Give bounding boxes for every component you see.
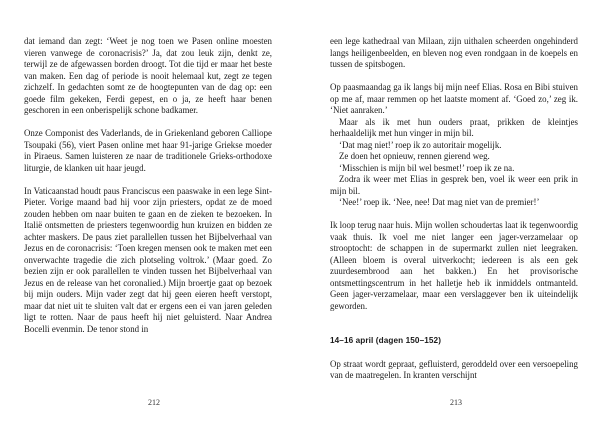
dialogue-line: ‘Misschien is mijn bil wel besmet!’ roep ik ze na. [339,162,515,173]
dialogue-line: Zodra ik weer met Elias in gesprek ben, voel ik weer een prik in mijn bil. [330,174,578,196]
paragraph: Onze Componist des Vaderlands, de in Griekenland geboren Calliope Tsoupaki (56), viert Pasen online met haar 91-jarige Griekse moeder in Piraeus. Samen luisteren ze naar de traditionele Grieks-orthodoxe liturgie, de klanken uit haar jeugd. [24,128,272,173]
dialogue-line: ‘Nee!’ roep ik. ‘Nee, nee! Dat mag niet van de premier!’ [339,197,540,207]
paragraph: Maar als ik met hun ouders praat, prikken de kleintjes herhaaldelijk met hun vinger in mijn bil. [330,116,578,138]
paragraph: een lege kathedraal van Milaan, zijn uithalen scheerden ongehinderd langs heiligenbeelden, en bleven nog even rondgaan in de koepels en tussen de spitsbogen. [330,36,578,69]
page-number-right: 213 [450,398,462,407]
left-page [24,36,272,335]
dialogue-line: Ze doen het opnieuw, rennen gierend weg. [339,151,490,161]
section-heading: 14–16 april (dagen 150–152) [330,336,442,345]
paragraph: dat iemand dan zegt: ‘Weet je nog toen we Pasen online moesten vieren vanwege de coronacrisis?’ Ja, dat zou leuk zijn, denkt ze, terwijl ze de afgewassen borden droogt. Tot die tijd er maar het beste van maken. Een dag of periode is nooit helemaal kut, zegt ze tegen zichzelf. In gedachten somt ze de hoogtepunten van de dag op: een goede film gekeken, Ferdi gepest, en o ja, ze heeft haar benen geschoren in een onberispelijk schone badkamer. [24,36,272,115]
paragraph: Op paasmaandag ga ik langs bij mijn neef Elias. Rosa en Bibi stuiven op me af, maar remmen op het laatste moment af. ‘Goed zo,’ zeg ik. ‘Niet aanraken.’ [330,82,578,115]
paragraph: Ik loop terug naar huis. Mijn wollen schoudertas laat ik tegenwoordig vaak thuis. Ik voel me niet langer een jager-verzamelaar op strooptocht: de schappen in de supermarkt zullen niet leegraken. (Alleen bloem is overal uitverkocht; iedereen is als een gek zuurdesembrood aan het bakken.) En het provisorische ontsmettingscentrum in het halletje heb ik inmiddels ontmanteld. Geen jager-verzamelaar, maar een verslaggever ben ik uiteindelijk geworden. [330,220,578,311]
paragraph: In Vaticaanstad houdt paus Franciscus een paaswake in een lege Sint-Pieter. Vorige maand bad hij voor zijn priesters, opdat ze de moed zouden hebben om naar buiten te gaan en de zieken te bezoeken. In Italië ontsmetten de priesters tegenwoordig hun kruizen en bidden ze achter maskers. De paus ziet parallellen tussen het Bijbelverhaal van Jezus en de coronacrisis: ‘Toen kregen mensen ook te maken met een onverwachte tragedie die zich plotseling voltrok.’ (Maar goed. Zo bezien zijn er ook parallellen te vinden tussen het Bijbelverhaal van Jezus en de release van het coronalied.) Mijn broertje gaat op bezoek bij mijn ouders. Mijn vader zegt dat hij geen eieren heeft verstopt, maar dat niet uit te sluiten valt dat er ergens een ei van jaren geleden ligt te rotten. Naar de paus heeft hij niet geluisterd. Naar Andrea Bocelli evenmin. De tenor stond in [24,185,272,334]
dialogue-line: ‘Dat mag niet!’ roep ik zo autoritair mogelijk. [339,139,502,150]
right-page [330,36,578,382]
page-number-left: 212 [148,398,160,407]
paragraph: Op straat wordt gepraat, gefluisterd, geroddeld over een versoepeling van de maatregelen. In kranten verschijnt [330,358,578,380]
